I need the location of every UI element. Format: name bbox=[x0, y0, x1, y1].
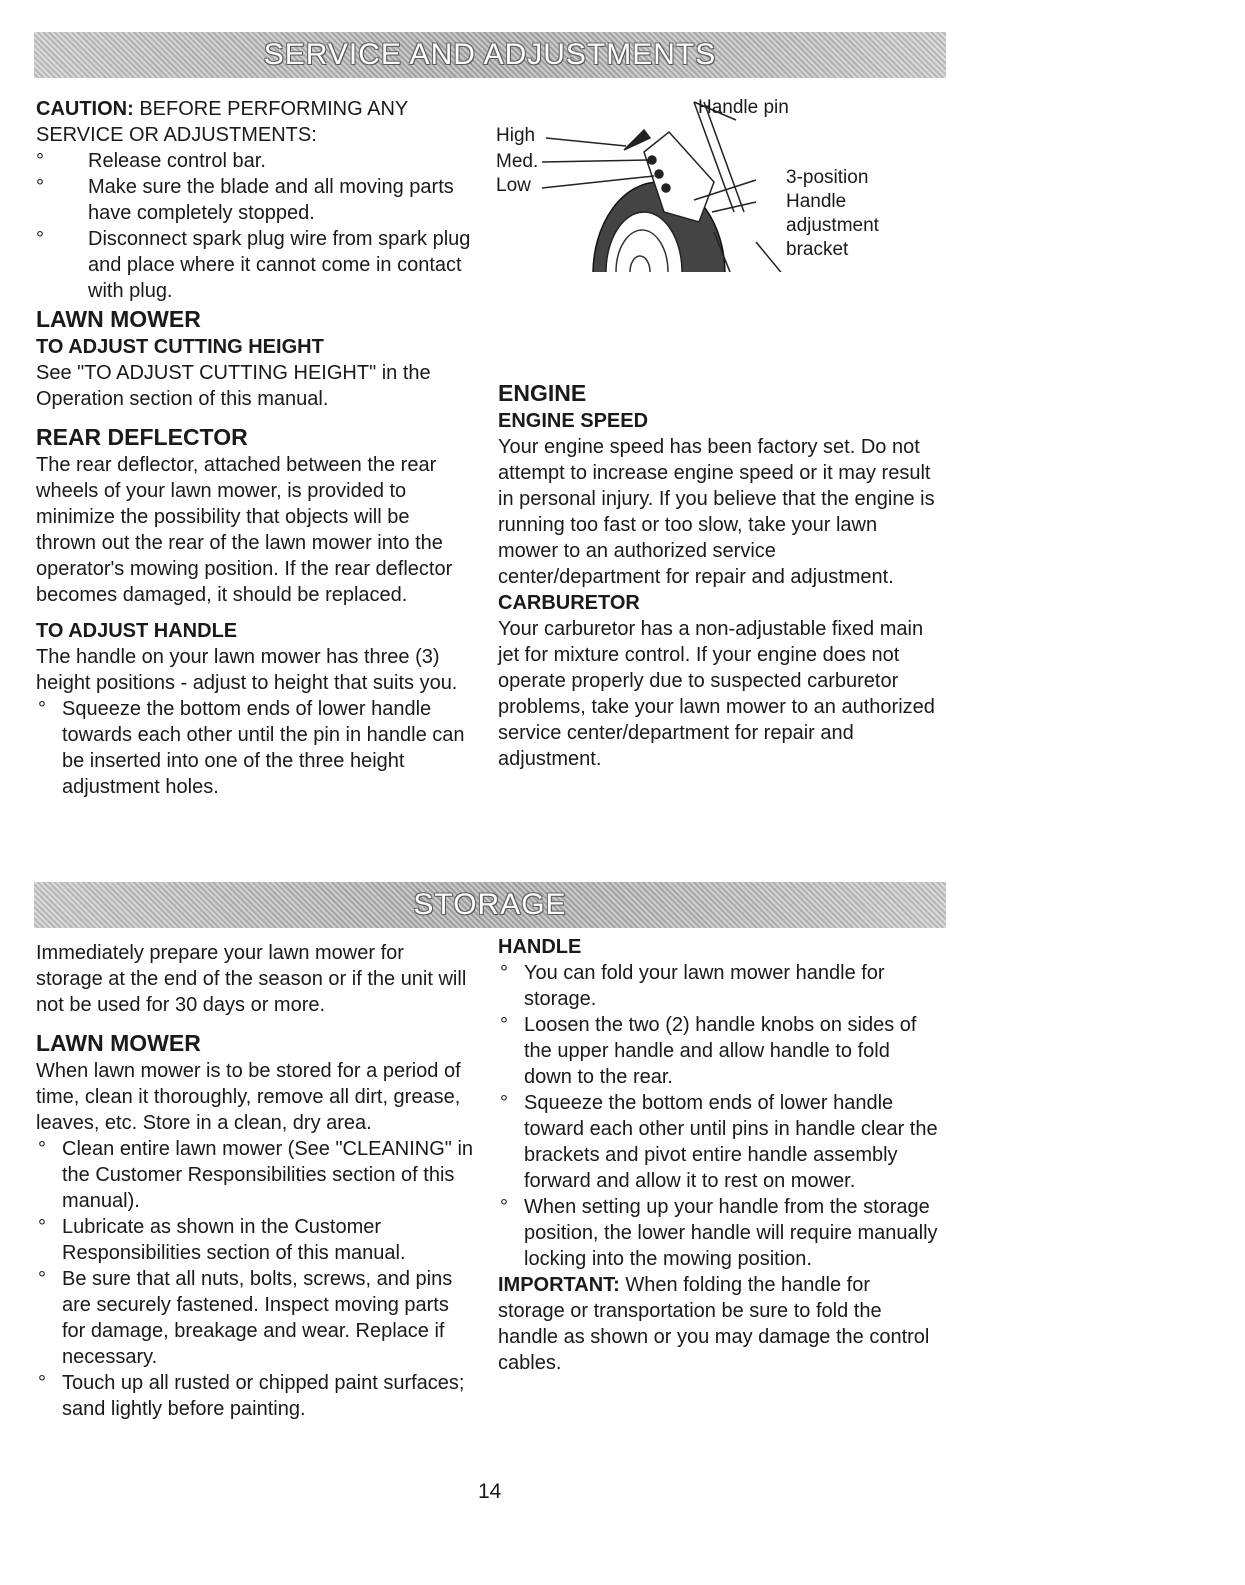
high-label: High bbox=[496, 125, 536, 146]
handle-item: ° Loosen the two (2) handle knobs on sides of the upper handle and allow handle to fold down to the rear. bbox=[498, 1012, 942, 1090]
caution-item: ° Disconnect spark plug wire from spark plug and place where it cannot come in contact with plug. bbox=[36, 226, 474, 304]
med-label: Med. bbox=[496, 151, 539, 172]
banner-title: SERVICE AND ADJUSTMENTS bbox=[263, 38, 717, 71]
handle-pin-label: Handle pin bbox=[698, 97, 789, 118]
low-label: Low bbox=[496, 175, 531, 196]
banner-title: STORAGE bbox=[413, 888, 567, 921]
handle-item: ° You can fold your lawn mower handle for storage. bbox=[498, 960, 942, 1012]
adjust-handle-text: The handle on your lawn mower has three (3) height positions - adjust to height that suits you. bbox=[36, 646, 458, 694]
engine-heading: ENGINE bbox=[498, 380, 587, 406]
adjust-handle-item: ° Squeeze the bottom ends of lower handle towards each other until the pin in handle can be inserted into one of the three height adjustment holes. bbox=[36, 696, 474, 800]
storage-item: ° Touch up all rusted or chipped paint surfaces; sand lightly before painting. bbox=[36, 1370, 476, 1422]
cut-height-heading: TO ADJUST CUTTING HEIGHT bbox=[36, 336, 324, 358]
handle-heading: HANDLE bbox=[498, 936, 582, 958]
storage-item: ° Clean entire lawn mower (See "CLEANING" in the Customer Responsibilities section of this manual). bbox=[36, 1136, 476, 1214]
engine-speed-heading: ENGINE SPEED bbox=[498, 410, 649, 432]
caution-item: ° Release control bar. bbox=[36, 148, 474, 174]
rear-deflector-text: The rear deflector, attached between the rear wheels of your lawn mower, is provided to minimize the possibility that objects will be thrown out the rear of the lawn mower into the operator's mowing position. If the rear deflector becomes damaged, it should be replaced. bbox=[36, 454, 453, 606]
storage-item: ° Be sure that all nuts, bolts, screws, and pins are securely fastened. Inspect moving parts for damage, breakage and wear. Replace if necessary. bbox=[36, 1266, 476, 1370]
bracket-label-line: Handle bbox=[786, 191, 847, 212]
carburetor-heading: CARBURETOR bbox=[498, 592, 640, 614]
cut-height-text: See "TO ADJUST CUTTING HEIGHT" in the Operation section of this manual. bbox=[36, 362, 431, 410]
caution-item: ° Make sure the blade and all moving parts have completely stopped. bbox=[36, 174, 474, 226]
bracket-label-line: adjustment bbox=[786, 215, 879, 236]
section-banner-storage bbox=[34, 882, 946, 928]
page-number: 14 bbox=[478, 1480, 502, 1503]
storage-left-column bbox=[36, 940, 476, 1422]
carburetor-text: Your carburetor has a non-adjustable fixed main jet for mixture control. If your engine does not operate properly due to suspected carburetor problems, take your lawn mower to an authorized service center/department for repair and adjustment. bbox=[498, 618, 935, 770]
lawn-mower-heading: LAWN MOWER bbox=[36, 306, 201, 332]
service-right-column bbox=[498, 378, 942, 772]
caution-label: CAUTION: bbox=[36, 98, 134, 120]
adjust-handle-heading: TO ADJUST HANDLE bbox=[36, 620, 238, 642]
important-paragraph bbox=[498, 1272, 942, 1376]
section-banner-service bbox=[34, 32, 946, 78]
important-label: IMPORTANT: bbox=[498, 1274, 620, 1296]
important-text: When folding the handle for storage or transportation be sure to fold the handle as shown or you may damage the control cables. bbox=[498, 1274, 930, 1374]
storage-intro: Immediately prepare your lawn mower for storage at the end of the season or if the unit will not be used for 30 days or more. bbox=[36, 942, 467, 1016]
bracket-label-line: 3-position bbox=[786, 167, 869, 188]
service-left-column bbox=[36, 96, 474, 800]
storage-text: When lawn mower is to be stored for a period of time, clean it thoroughly, remove all dirt, grease, leaves, etc. Store in a clean, dry area. bbox=[36, 1060, 461, 1134]
handle-item: ° When setting up your handle from the storage position, the lower handle will require manually locking into the mowing position. bbox=[498, 1194, 942, 1272]
caution-paragraph bbox=[36, 96, 474, 148]
storage-right-column bbox=[498, 934, 942, 1376]
handle-item: ° Squeeze the bottom ends of lower handle toward each other until pins in handle clear the brackets and pivot entire handle assembly forward and allow it to rest on mower. bbox=[498, 1090, 942, 1194]
handle-bracket-figure bbox=[494, 92, 934, 272]
caution-text: BEFORE PERFORMING ANY SERVICE OR ADJUSTMENTS: bbox=[36, 98, 408, 146]
engine-speed-text: Your engine speed has been factory set. Do not attempt to increase engine speed or it may result in personal injury. If you believe that the engine is running too fast or too slow, take your lawn mower to an authorized service center/department for repair and adjustment. bbox=[498, 436, 935, 588]
storage-lawn-mower-heading: LAWN MOWER bbox=[36, 1030, 201, 1056]
bracket-label-line: bracket bbox=[786, 239, 849, 260]
storage-item: ° Lubricate as shown in the Customer Responsibilities section of this manual. bbox=[36, 1214, 476, 1266]
rear-deflector-heading: REAR DEFLECTOR bbox=[36, 424, 248, 450]
